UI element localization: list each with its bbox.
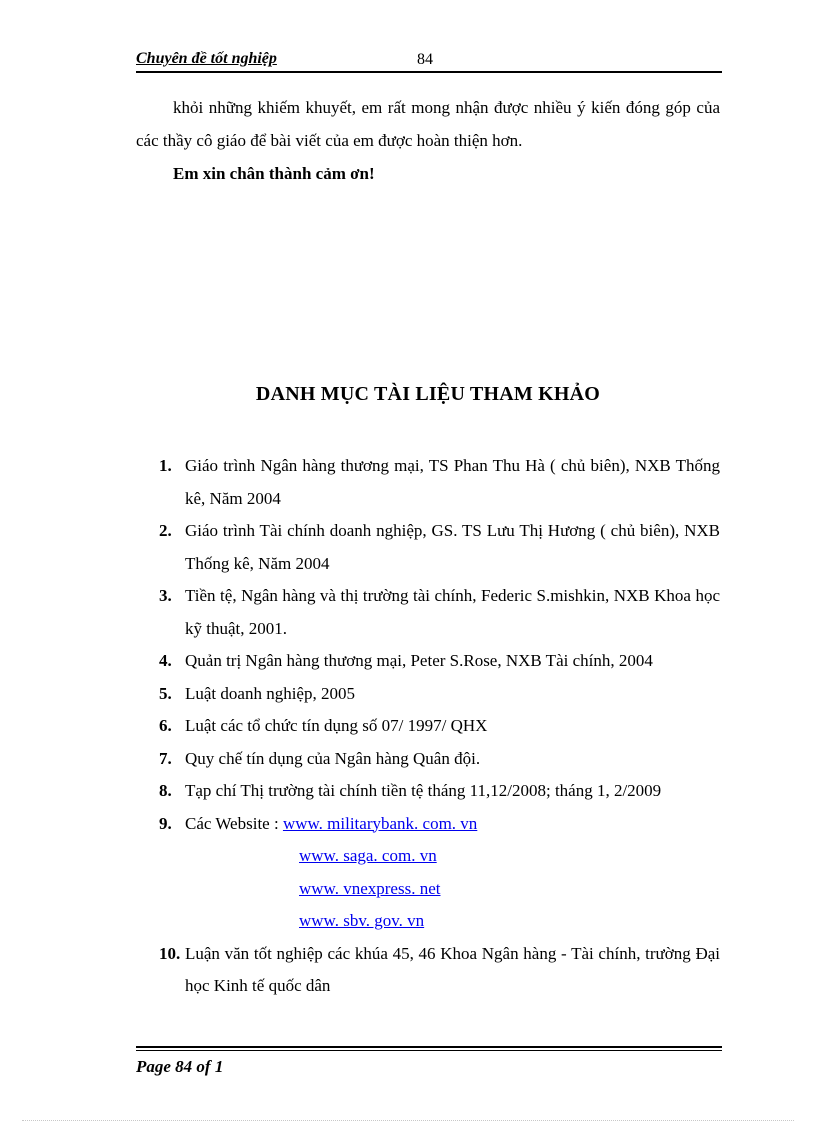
reference-number: 7. [159,748,172,768]
page-footer [136,1046,722,1077]
intro-section [136,91,720,157]
reference-item [136,645,720,678]
reference-item-websites [136,808,720,938]
footer-page-label: Page 84 of 1 [136,1057,224,1076]
reference-text: Quy chế tín dụng của Ngân hàng Quân đội. [185,748,481,768]
footer-rule [136,1046,722,1048]
reference-text: Tạp chí Thị trường tài chính tiền tệ tháng 11,12/2008; tháng 1, 2/2009 [185,781,662,800]
reference-number: 3. [159,586,172,605]
page-edge [22,1120,794,1121]
website-link-militarybank[interactable]: www. militarybank. com. vn [282,813,478,833]
reference-number: 8. [159,781,172,800]
page-header [136,48,722,72]
reference-number: 2. [159,521,172,540]
reference-number: 6. [159,716,172,735]
website-link-vnexpress[interactable]: www. vnexpress. net [299,878,441,898]
website-link-sbv[interactable]: www. sbv. gov. vn [299,911,425,930]
reference-text: Luật các tổ chức tín dụng số 07/ 1997/ QHX [185,716,488,735]
intro-paragraph: khỏi những khiếm khuyết, em rất mong nhận được nhiều ý kiến đóng góp của các thầy cô giáo để bài viết của em được hoàn thiện hơn. [136,98,720,150]
reference-text: Luận văn tốt nghiệp các khúa 45, 46 Khoa Ngân hàng - Tài chính, trường Đại học Kinh tế quốc dân [185,943,720,995]
reference-item [136,678,720,711]
header-rule [136,71,722,73]
section-title: DANH MỤC TÀI LIỆU THAM KHẢO [255,383,601,405]
header-page-number: 84 [417,51,433,68]
reference-list [136,450,720,1003]
reference-number: 5. [159,683,172,703]
reference-item [136,938,720,1003]
reference-item [136,450,720,515]
thanks-line: Em xin chân thành cảm ơn! [173,164,375,183]
website-links [185,840,720,938]
header-title: Chuyên đề tốt nghiệp [136,50,277,67]
reference-item [136,743,720,776]
reference-text: Tiền tệ, Ngân hàng và thị trường tài chính, Federic S.mishkin, NXB Khoa học kỹ thuật, 2001. [185,586,720,638]
website-link-saga[interactable]: www. saga. com. vn [299,846,437,865]
reference-number: 9. [159,813,172,833]
reference-text: Giáo trình Tài chính doanh nghiệp, GS. TS Lưu Thị Hương ( chủ biên), NXB Thống kê, Năm 2004 [185,521,720,573]
reference-item [136,710,720,743]
reference-number: 1. [159,456,172,475]
reference-text: Luật doanh nghiệp, 2005 [185,683,355,703]
reference-number: 10. [159,943,181,963]
reference-item [136,775,720,808]
reference-text: Các Website : [185,813,283,833]
reference-text: Quản trị Ngân hàng thương mại, Peter S.Rose, NXB Tài chính, 2004 [185,651,653,670]
reference-text: Giáo trình Ngân hàng thương mại, TS Phan Thu Hà ( chủ biên), NXB Thống kê, Năm 2004 [185,456,720,508]
reference-item [136,580,720,645]
reference-item [136,515,720,580]
reference-number: 4. [159,651,172,670]
footer-rule-thin [136,1050,722,1051]
